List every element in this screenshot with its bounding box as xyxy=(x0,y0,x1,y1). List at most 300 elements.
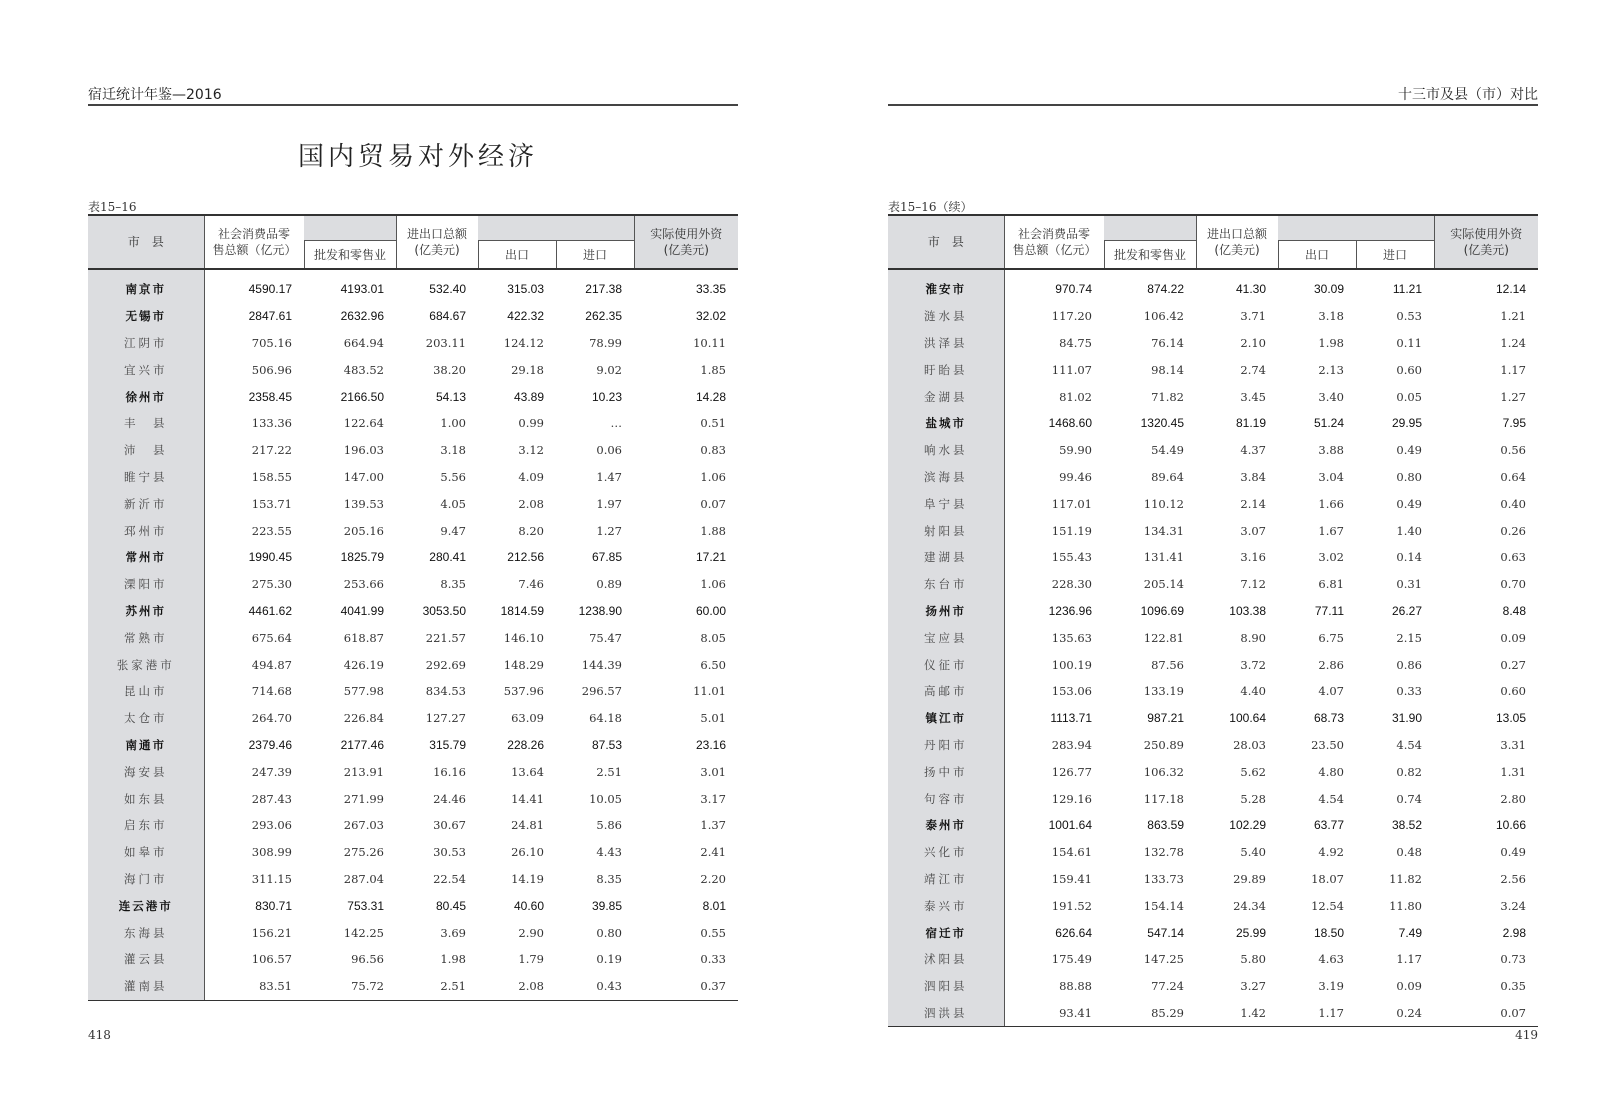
trade-total-cell: 4.37 xyxy=(1240,443,1266,458)
region-name-cell: 洪泽县 xyxy=(888,330,1004,357)
fdi-cell: 3.17 xyxy=(700,791,726,806)
export-cell: 3.18 xyxy=(1318,309,1344,324)
spacer-cell xyxy=(1434,269,1538,276)
wholesale-cell: 76.14 xyxy=(1151,335,1184,350)
export-cell: 29.18 xyxy=(511,362,544,377)
trade-total-cell: 1.42 xyxy=(1196,1000,1278,1027)
retail-total-cell: 2379.46 xyxy=(204,732,304,759)
trade-total-cell: 24.46 xyxy=(433,791,466,806)
retail-total-cell: 175.49 xyxy=(1004,946,1104,973)
header-fdi: 实际使用外资(亿美元) xyxy=(1434,215,1538,269)
wholesale-cell: 1825.79 xyxy=(340,550,384,565)
trade-total-cell: 102.29 xyxy=(1229,818,1266,833)
export-cell: 4.09 xyxy=(518,469,544,484)
table-row xyxy=(888,1000,1538,1027)
region-name-cell: 盐城市 xyxy=(888,410,1004,437)
import-cell: 4.54 xyxy=(1396,737,1422,752)
export-cell: 1.66 xyxy=(1318,496,1344,511)
fdi-cell: 10.11 xyxy=(693,335,726,350)
fdi-cell: 0.40 xyxy=(1500,496,1526,511)
wholesale-cell: 87.56 xyxy=(1151,657,1184,672)
spacer-row xyxy=(888,269,1538,276)
import-cell: 0.48 xyxy=(1396,845,1422,860)
spacer-cell xyxy=(478,269,556,276)
trade-total-cell: 5.80 xyxy=(1240,952,1266,967)
wholesale-cell: 132.78 xyxy=(1143,845,1184,860)
import-cell: 78.99 xyxy=(589,335,622,350)
spacer-cell xyxy=(556,269,634,276)
table-row xyxy=(888,785,1538,812)
fdi-cell: 0.09 xyxy=(1500,630,1526,645)
header-trade-total: 进出口总额(亿美元) xyxy=(1196,215,1278,269)
export-cell: 146.10 xyxy=(503,630,544,645)
region-name-cell: 高邮市 xyxy=(888,678,1004,705)
fdi-cell: 12.14 xyxy=(1495,282,1526,297)
retail-total-cell: 158.55 xyxy=(204,464,304,491)
retail-total-cell: 153.06 xyxy=(1004,678,1104,705)
region-name-cell: 昆山市 xyxy=(88,678,204,705)
import-cell: 0.05 xyxy=(1396,389,1422,404)
trade-total-cell: 3.27 xyxy=(1240,979,1266,994)
table-row xyxy=(88,651,738,678)
page-number-right: 419 xyxy=(1515,1028,1538,1042)
fdi-cell: 0.73 xyxy=(1500,952,1526,967)
trade-total-cell: 16.16 xyxy=(433,764,466,779)
wholesale-cell: 1096.69 xyxy=(1140,603,1184,618)
region-name-cell: 徐州市 xyxy=(88,383,204,410)
retail-total-cell: 506.96 xyxy=(204,356,304,383)
retail-total-cell: 311.15 xyxy=(204,866,304,893)
table-row xyxy=(88,464,738,491)
import-cell: 0.86 xyxy=(1396,657,1422,672)
data-table-left xyxy=(88,214,738,1001)
header-retail-blank xyxy=(304,215,396,241)
header-rule-right xyxy=(888,104,1538,106)
export-cell: 6.75 xyxy=(1318,630,1344,645)
retail-total-cell: 1468.60 xyxy=(1004,410,1104,437)
table-number-left: 表15–16 xyxy=(88,200,137,214)
spacer-cell xyxy=(1104,269,1196,276)
import-cell: 0.49 xyxy=(1396,496,1422,511)
fdi-cell: 6.50 xyxy=(700,657,726,672)
fdi-cell: 0.33 xyxy=(700,952,726,967)
export-cell: 77.11 xyxy=(1314,603,1344,618)
region-name-cell: 泰兴市 xyxy=(888,892,1004,919)
trade-total-cell: 3.69 xyxy=(440,925,466,940)
import-cell: 1238.90 xyxy=(578,603,622,618)
spacer-cell xyxy=(634,269,738,276)
wholesale-cell: 147.25 xyxy=(1143,952,1184,967)
region-name-cell: 泰州市 xyxy=(888,812,1004,839)
region-name-cell: 泗阳县 xyxy=(888,973,1004,1000)
export-cell: 1.67 xyxy=(1318,523,1344,538)
region-name-cell: 邳州市 xyxy=(88,517,204,544)
table-body-right xyxy=(888,269,1538,1027)
retail-total-cell: 191.52 xyxy=(1004,892,1104,919)
wholesale-cell: 134.31 xyxy=(1143,523,1184,538)
fdi-cell: 7.95 xyxy=(1502,416,1526,431)
table-row xyxy=(88,356,738,383)
region-name-cell: 宿迁市 xyxy=(888,919,1004,946)
import-cell: 1.17 xyxy=(1396,952,1422,967)
page-number-left: 418 xyxy=(88,1028,111,1042)
header-trade-total: 进出口总额(亿美元) xyxy=(396,215,478,269)
import-cell: 0.06 xyxy=(596,443,622,458)
fdi-cell: 8.48 xyxy=(1502,603,1526,618)
trade-total-cell: 3.07 xyxy=(1240,523,1266,538)
spacer-cell xyxy=(88,269,204,276)
import-cell: 0.43 xyxy=(556,973,634,1000)
wholesale-cell: 4193.01 xyxy=(340,282,384,297)
region-name-cell: 连云港市 xyxy=(88,892,204,919)
retail-total-cell: 93.41 xyxy=(1004,1000,1104,1027)
wholesale-cell: 4041.99 xyxy=(340,603,384,618)
region-name-cell: 海门市 xyxy=(88,866,204,893)
fdi-cell: 32.02 xyxy=(695,309,726,324)
table-row xyxy=(88,678,738,705)
region-name-cell: 启东市 xyxy=(88,812,204,839)
trade-total-cell: 7.12 xyxy=(1240,577,1266,592)
trade-total-cell: 81.19 xyxy=(1235,416,1266,431)
wholesale-cell: 271.99 xyxy=(343,791,384,806)
fdi-cell: 2.20 xyxy=(700,871,726,886)
retail-total-cell: 1001.64 xyxy=(1004,812,1104,839)
table-row xyxy=(88,517,738,544)
trade-total-cell: 532.40 xyxy=(429,282,466,297)
fdi-cell: 1.37 xyxy=(700,818,726,833)
trade-total-cell: 38.20 xyxy=(433,362,466,377)
fdi-cell: 0.27 xyxy=(1500,657,1526,672)
retail-total-cell: 247.39 xyxy=(204,758,304,785)
spacer-cell xyxy=(1196,269,1278,276)
spacer-cell xyxy=(888,269,1004,276)
table-row xyxy=(888,571,1538,598)
region-name-cell: 丰 县 xyxy=(88,410,204,437)
table-body-left xyxy=(88,269,738,1000)
region-name-cell: 阜宁县 xyxy=(888,490,1004,517)
export-cell: 4.92 xyxy=(1318,845,1344,860)
fdi-cell: 17.21 xyxy=(695,550,726,565)
export-cell: 537.96 xyxy=(503,684,544,699)
export-cell: 2.13 xyxy=(1318,362,1344,377)
fdi-cell: 0.60 xyxy=(1500,684,1526,699)
wholesale-cell: 96.56 xyxy=(351,952,384,967)
export-cell: 7.46 xyxy=(518,577,544,592)
wholesale-cell: 267.03 xyxy=(343,818,384,833)
wholesale-cell: 54.49 xyxy=(1151,443,1184,458)
region-name-cell: 涟水县 xyxy=(888,303,1004,330)
wholesale-cell: 253.66 xyxy=(343,577,384,592)
import-cell: 1.27 xyxy=(596,523,622,538)
region-name-cell: 常熟市 xyxy=(88,624,204,651)
region-name-cell: 建湖县 xyxy=(888,544,1004,571)
trade-total-cell: 1.00 xyxy=(440,416,466,431)
fdi-cell: 1.24 xyxy=(1500,335,1526,350)
import-cell: 1.47 xyxy=(596,469,622,484)
import-cell: 0.82 xyxy=(1396,764,1422,779)
import-cell: 0.53 xyxy=(1396,309,1422,324)
header-export: 出口 xyxy=(1278,241,1356,270)
fdi-cell: 0.07 xyxy=(1434,1000,1538,1027)
table-row xyxy=(888,544,1538,571)
spacer-cell xyxy=(204,269,304,276)
trade-total-cell: 29.89 xyxy=(1233,871,1266,886)
header-import: 进口 xyxy=(1356,241,1434,270)
trade-total-cell: 280.41 xyxy=(429,550,466,565)
import-cell: 0.33 xyxy=(1396,684,1422,699)
region-name-cell: 沭阳县 xyxy=(888,946,1004,973)
header-retail-blank xyxy=(1104,215,1196,241)
table-row xyxy=(888,490,1538,517)
import-cell: 10.23 xyxy=(591,389,622,404)
left-page xyxy=(88,0,738,1099)
fdi-cell: 1.88 xyxy=(700,523,726,538)
table-row xyxy=(88,571,738,598)
export-cell: 13.64 xyxy=(511,764,544,779)
fdi-cell: 0.83 xyxy=(700,443,726,458)
retail-total-cell: 126.77 xyxy=(1004,758,1104,785)
table-number-right: 表15–16（续） xyxy=(888,200,973,214)
fdi-cell: 60.00 xyxy=(695,603,726,618)
wholesale-cell: 110.12 xyxy=(1143,496,1184,511)
export-cell: 43.89 xyxy=(513,389,544,404)
export-cell: 0.99 xyxy=(518,416,544,431)
export-cell: 51.24 xyxy=(1313,416,1344,431)
import-cell: … xyxy=(610,416,622,431)
retail-total-cell: 287.43 xyxy=(204,785,304,812)
export-cell: 2.90 xyxy=(518,925,544,940)
wholesale-cell: 131.41 xyxy=(1143,550,1184,565)
table-row xyxy=(88,758,738,785)
header-rule-left xyxy=(88,104,738,106)
table-row xyxy=(888,651,1538,678)
table-row xyxy=(888,839,1538,866)
export-cell: 228.26 xyxy=(507,737,544,752)
fdi-cell: 2.98 xyxy=(1502,925,1526,940)
trade-total-cell: 28.03 xyxy=(1233,737,1266,752)
trade-total-cell: 834.53 xyxy=(425,684,466,699)
wholesale-cell: 2166.50 xyxy=(340,389,384,404)
region-name-cell: 镇江市 xyxy=(888,705,1004,732)
wholesale-cell: 547.14 xyxy=(1147,925,1184,940)
export-cell: 68.73 xyxy=(1313,711,1344,726)
retail-total-cell: 675.64 xyxy=(204,624,304,651)
wholesale-cell: 275.26 xyxy=(343,845,384,860)
import-cell: 0.80 xyxy=(1396,469,1422,484)
region-name-cell: 滨海县 xyxy=(888,464,1004,491)
header-wholesale: 批发和零售业 xyxy=(304,241,396,270)
trade-total-cell: 30.67 xyxy=(433,818,466,833)
import-cell: 10.05 xyxy=(589,791,622,806)
retail-total-cell: 100.19 xyxy=(1004,651,1104,678)
region-name-cell: 南京市 xyxy=(88,276,204,303)
wholesale-cell: 98.14 xyxy=(1151,362,1184,377)
fdi-cell: 2.41 xyxy=(700,845,726,860)
region-name-cell: 句容市 xyxy=(888,785,1004,812)
export-cell: 422.32 xyxy=(507,309,544,324)
export-cell: 2.08 xyxy=(518,496,544,511)
table-row xyxy=(88,330,738,357)
wholesale-cell: 205.16 xyxy=(343,523,384,538)
import-cell: 0.80 xyxy=(596,925,622,940)
retail-total-cell: 153.71 xyxy=(204,490,304,517)
spacer-cell xyxy=(1278,269,1356,276)
export-cell: 24.81 xyxy=(511,818,544,833)
trade-total-cell: 203.11 xyxy=(425,335,466,350)
fdi-cell: 3.31 xyxy=(1500,737,1526,752)
table-row xyxy=(88,973,738,1000)
import-cell: 0.09 xyxy=(1396,979,1422,994)
table-row xyxy=(888,598,1538,625)
table-row xyxy=(88,544,738,571)
trade-total-cell: 25.99 xyxy=(1235,925,1266,940)
trade-total-cell: 684.67 xyxy=(429,309,466,324)
fdi-cell: 0.55 xyxy=(700,925,726,940)
retail-total-cell: 283.94 xyxy=(1004,732,1104,759)
import-cell: 0.11 xyxy=(1396,335,1422,350)
table-row xyxy=(888,276,1538,303)
table-row xyxy=(888,732,1538,759)
wholesale-cell: 753.31 xyxy=(347,898,384,913)
retail-total-cell: 106.57 xyxy=(204,946,304,973)
retail-total-cell: 1990.45 xyxy=(204,544,304,571)
table-row xyxy=(888,330,1538,357)
trade-total-cell: 3.72 xyxy=(1240,657,1266,672)
import-cell: 64.18 xyxy=(589,711,622,726)
export-cell: 6.81 xyxy=(1318,577,1344,592)
export-cell: 1.98 xyxy=(1318,335,1344,350)
fdi-cell: 14.28 xyxy=(695,389,726,404)
trade-total-cell: 292.69 xyxy=(425,657,466,672)
wholesale-cell: 85.29 xyxy=(1104,1000,1196,1027)
export-cell: 18.07 xyxy=(1311,871,1344,886)
import-cell: 11.82 xyxy=(1389,871,1422,886)
table-row xyxy=(88,303,738,330)
fdi-cell: 3.01 xyxy=(700,764,726,779)
retail-total-cell: 111.07 xyxy=(1004,356,1104,383)
retail-total-cell: 133.36 xyxy=(204,410,304,437)
region-name-cell: 新沂市 xyxy=(88,490,204,517)
trade-total-cell: 3.18 xyxy=(440,443,466,458)
wholesale-cell: 147.00 xyxy=(343,469,384,484)
wholesale-cell: 89.64 xyxy=(1151,469,1184,484)
import-cell: 217.38 xyxy=(585,282,622,297)
fdi-cell: 0.35 xyxy=(1500,979,1526,994)
export-cell: 315.03 xyxy=(507,282,544,297)
import-cell: 4.43 xyxy=(596,845,622,860)
fdi-cell: 1.06 xyxy=(700,469,726,484)
fdi-cell: 33.35 xyxy=(695,282,726,297)
trade-total-cell: 2.10 xyxy=(1240,335,1266,350)
wholesale-cell: 577.98 xyxy=(343,684,384,699)
wholesale-cell: 205.14 xyxy=(1143,577,1184,592)
retail-total-cell: 135.63 xyxy=(1004,624,1104,651)
import-cell: 75.47 xyxy=(589,630,622,645)
wholesale-cell: 287.04 xyxy=(343,871,384,886)
retail-total-cell: 217.22 xyxy=(204,437,304,464)
export-cell: 14.19 xyxy=(511,871,544,886)
wholesale-cell: 122.81 xyxy=(1143,630,1184,645)
wholesale-cell: 863.59 xyxy=(1147,818,1184,833)
region-name-cell: 扬州市 xyxy=(888,598,1004,625)
table-row xyxy=(88,892,738,919)
import-cell: 7.49 xyxy=(1398,925,1422,940)
fdi-cell: 3.24 xyxy=(1500,898,1526,913)
import-cell: 296.57 xyxy=(581,684,622,699)
retail-total-cell: 830.71 xyxy=(204,892,304,919)
import-cell: 0.19 xyxy=(596,952,622,967)
region-name-cell: 溧阳市 xyxy=(88,571,204,598)
wholesale-cell: 77.24 xyxy=(1151,979,1184,994)
table-row xyxy=(88,624,738,651)
retail-total-cell: 293.06 xyxy=(204,812,304,839)
export-cell: 3.12 xyxy=(518,443,544,458)
import-cell: 0.60 xyxy=(1396,362,1422,377)
table-row xyxy=(888,705,1538,732)
retail-total-cell: 308.99 xyxy=(204,839,304,866)
fdi-cell: 0.56 xyxy=(1500,443,1526,458)
spacer-cell xyxy=(1004,269,1104,276)
export-cell: 14.41 xyxy=(511,791,544,806)
wholesale-cell: 71.82 xyxy=(1151,389,1184,404)
table-row xyxy=(88,437,738,464)
region-name-cell: 泗洪县 xyxy=(888,1000,1004,1027)
table-row xyxy=(888,303,1538,330)
table-row xyxy=(888,517,1538,544)
export-cell: 1.79 xyxy=(518,952,544,967)
header-export: 出口 xyxy=(478,241,556,270)
table-row xyxy=(888,624,1538,651)
fdi-cell: 8.05 xyxy=(700,630,726,645)
header-trade-blank xyxy=(1278,215,1434,241)
header-trade-blank xyxy=(478,215,634,241)
export-cell: 3.88 xyxy=(1318,443,1344,458)
wholesale-cell: 250.89 xyxy=(1143,737,1184,752)
region-name-cell: 灌云县 xyxy=(88,946,204,973)
export-cell: 3.19 xyxy=(1318,979,1344,994)
import-cell: 38.52 xyxy=(1391,818,1422,833)
region-name-cell: 靖江市 xyxy=(888,866,1004,893)
region-name-cell: 金湖县 xyxy=(888,383,1004,410)
wholesale-cell: 213.91 xyxy=(343,764,384,779)
trade-total-cell: 4.40 xyxy=(1240,684,1266,699)
trade-total-cell: 5.62 xyxy=(1240,764,1266,779)
wholesale-cell: 987.21 xyxy=(1147,711,1184,726)
table-row xyxy=(88,410,738,437)
retail-total-cell: 264.70 xyxy=(204,705,304,732)
right-page xyxy=(888,0,1538,1099)
wholesale-cell: 133.73 xyxy=(1143,871,1184,886)
table-row xyxy=(888,383,1538,410)
fdi-cell: 8.01 xyxy=(702,898,726,913)
import-cell: 2.51 xyxy=(596,764,622,779)
region-name-cell: 丹阳市 xyxy=(888,732,1004,759)
wholesale-cell: 139.53 xyxy=(343,496,384,511)
fdi-cell: 1.31 xyxy=(1500,764,1526,779)
fdi-cell: 1.85 xyxy=(700,362,726,377)
export-cell: 63.77 xyxy=(1313,818,1344,833)
export-cell: 4.63 xyxy=(1318,952,1344,967)
retail-total-cell: 117.01 xyxy=(1004,490,1104,517)
fdi-cell: 23.16 xyxy=(695,737,726,752)
export-cell: 4.54 xyxy=(1318,791,1344,806)
export-cell: 1814.59 xyxy=(500,603,544,618)
table-row xyxy=(888,892,1538,919)
retail-total-cell: 99.46 xyxy=(1004,464,1104,491)
region-name-cell: 灌南县 xyxy=(88,973,204,1000)
table-row xyxy=(888,946,1538,973)
retail-total-cell: 626.64 xyxy=(1004,919,1104,946)
